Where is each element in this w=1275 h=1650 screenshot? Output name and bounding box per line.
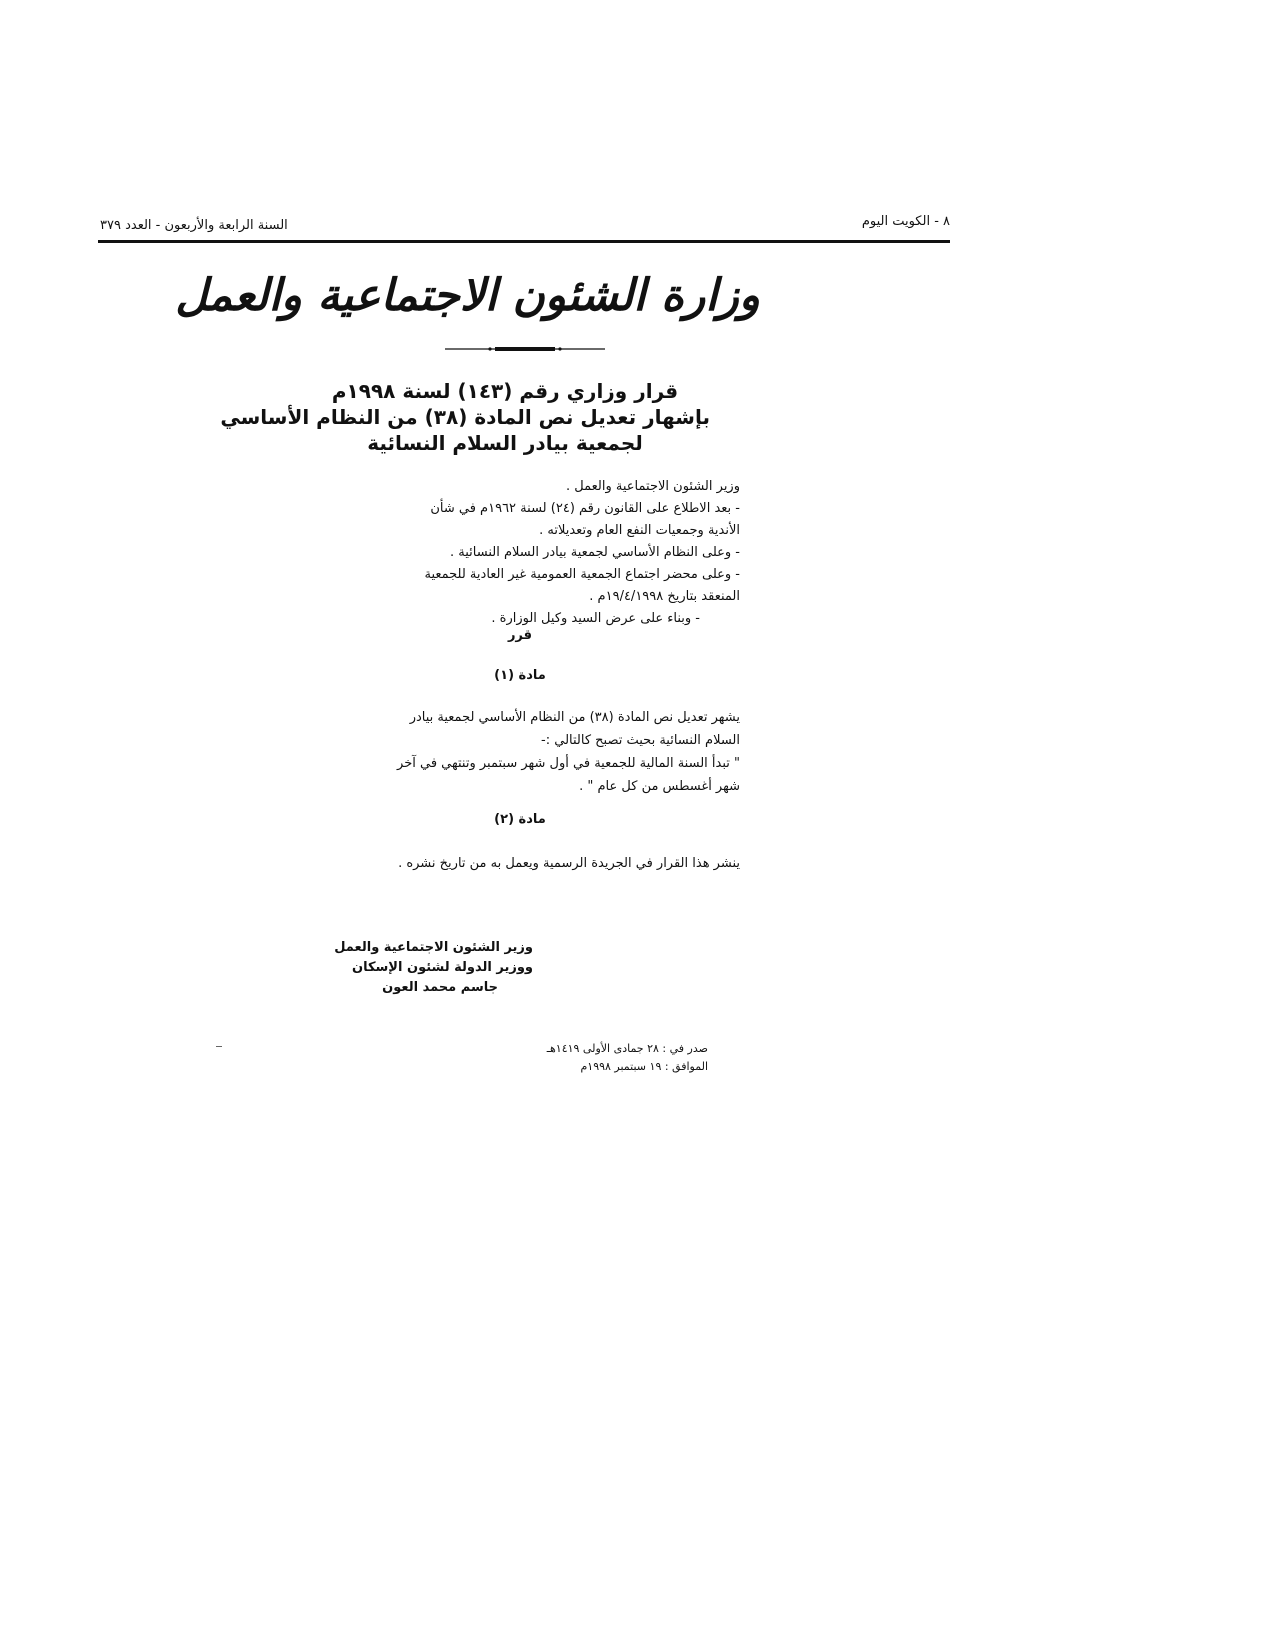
preamble-line: وزير الشئون الاجتماعية والعمل . <box>566 479 740 494</box>
preamble-line: - وعلى النظام الأساسي لجمعية بيادر السلام النسائية . <box>450 545 740 560</box>
preamble-line: المنعقد بتاريخ ١٩/٤/١٩٩٨م . <box>589 589 740 604</box>
preamble <box>318 476 740 630</box>
ministry-masthead: وزارة الشئون الاجتماعية والعمل <box>175 270 760 321</box>
signature-title-2: ووزير الدولة لشئون الإسكان <box>351 960 533 975</box>
decision-title-line2: بإشهار تعديل نص المادة (٣٨) من النظام الأساسي <box>220 405 710 429</box>
article-1-body <box>318 706 740 798</box>
issue-date-gregorian: الموافق : ١٩ سبتمبر ١٩٩٨م <box>580 1060 708 1073</box>
issue-date-hijri: صدر في : ٢٨ جمادى الأولى ١٤١٩هـ <box>546 1042 708 1055</box>
article-1-line: شهر أغسطس من كل عام " . <box>579 779 740 794</box>
decision-title <box>220 378 710 456</box>
gazette-page-label: ٨ - الكويت اليوم <box>861 214 950 229</box>
article-2-heading: مادة (٢) <box>494 812 546 827</box>
issue-info: السنة الرابعة والأربعون - العدد ٣٧٩ <box>100 218 288 233</box>
decided-label: قرر <box>507 628 533 643</box>
scan-speck <box>216 1046 222 1047</box>
preamble-line: - بعد الاطلاع على القانون رقم (٢٤) لسنة ١٩٦٢م في شأن <box>430 501 740 516</box>
preamble-line: الأندية وجمعيات النفع العام وتعديلاته . <box>539 523 740 538</box>
issue-date <box>540 1040 708 1076</box>
article-1-heading: مادة (١) <box>494 668 546 683</box>
decision-title-line1: قرار وزاري رقم (١٤٣) لسنة ١٩٩٨م <box>331 379 679 403</box>
header-rule <box>98 240 950 243</box>
article-1-line: " تبدأ السنة المالية للجمعية في أول شهر سبتمبر وتنتهي في آخر <box>397 756 740 771</box>
preamble-line: - وبناء على عرض السيد وكيل الوزارة . <box>491 611 700 626</box>
article-1-line: السلام النسائية بحيث تصبح كالتالي :- <box>541 733 740 748</box>
article-1-line: يشهر تعديل نص المادة (٣٨) من النظام الأساسي لجمعية بيادر <box>409 710 740 725</box>
decision-title-line3: لجمعية بيادر السلام النسائية <box>367 431 643 455</box>
signatory-name: جاسم محمد العون <box>382 980 498 995</box>
signature-title-1: وزير الشئون الاجتماعية والعمل <box>334 940 533 955</box>
article-2-line: ينشر هذا القرار في الجريدة الرسمية ويعمل به من تاريخ نشره . <box>398 856 740 871</box>
ornament-divider <box>445 345 605 353</box>
article-2-body <box>318 852 740 875</box>
signature-block <box>318 938 533 998</box>
preamble-line: - وعلى محضر اجتماع الجمعية العمومية غير العادية للجمعية <box>424 567 740 582</box>
